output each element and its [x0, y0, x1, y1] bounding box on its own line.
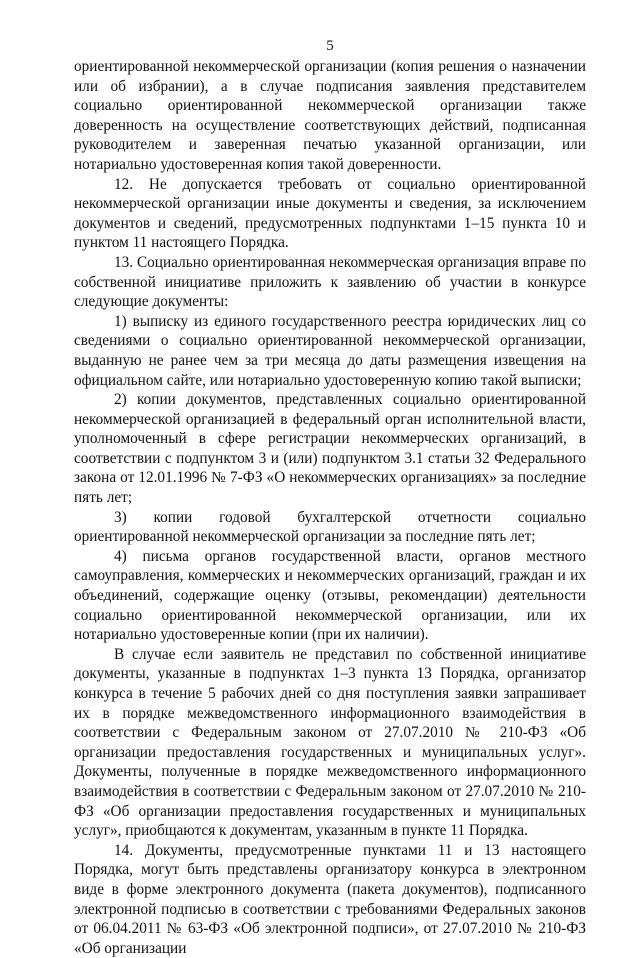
subitem-13-3: 3) копии годовой бухгалтерской отчетности социально ориентированной некоммерческой организации за последние пять лет; — [74, 508, 586, 546]
subitem-13-2: 2) копии документов, представленных социально ориентированной некоммерческой организацией в федеральный орган исполнительной власти, уполномоченный в сфере регистрации некоммерческих организаций, в соответствии с подпунктом 3 и (или) подпунктом 3.1 статьи 32 Федерального закона от 12.01.1996 № 7-ФЗ «О некоммерческих организациях» за последние пять лет; — [74, 391, 586, 507]
paragraph-item-12: 12. Не допускается требовать от социально ориентированной некоммерческой организации иные документы и сведения, за исключением документов и сведений, предусмотренных подпунктами 1–15 пункта 10 и пунктом 11 настоящего Порядка. — [74, 175, 586, 252]
paragraph-interagency-request: В случае если заявитель не представил по собственной инициативе документы, указанные в подпунктах 1–3 пункта 13 Порядка, организатор конкурса в течение 5 рабочих дней со дня поступления заявки запрашивает их в порядке межведомственного информационного взаимодействия в соответствии с Федеральным законом от 27.07.2010 № 210-ФЗ «Об организации предоставления государственных и муниципальных услуг». Документы, полученные в порядке межведомственного информационного взаимодействия в соответствии с Федеральным законом от 27.07.2010 № 210-ФЗ «Об организации предоставления государственных и муниципальных услуг», приобщаются к документам, указанным в пункте 11 Порядка. — [74, 645, 586, 840]
paragraph-item-14: 14. Документы, предусмотренные пунктами 11 и 13 настоящего Порядка, могут быть представлены организатору конкурса в электронном виде в форме электронного документа (пакета документов), подписанного электронной подписью в соответствии с требованиями Федеральных законов от 06.04.2011 № 63-ФЗ «Об электронной подписи», от 27.07.2010 № 210-ФЗ «Об организации — [74, 841, 586, 957]
paragraph-continuation: ориентированной некоммерческой организации (копия решения о назначении или об избрании), а в случае подписания заявления представителем социально ориентированной некоммерческой организации также доверенность на осуществление соответствующих действий, подписанная руководителем и заверенная печатью указанной организации, или нотариально удостоверенная копия такой доверенности. — [74, 58, 586, 173]
subitem-13-1: 1) выписку из единого государственного реестра юридических лиц со сведениями о социально ориентированной некоммерческой организации, выданную не ранее чем за три месяца до даты размещения извещения на официальном сайте, или нотариально удостоверенную копию такой выписки; — [74, 312, 586, 389]
subitem-13-4: 4) письма органов государственной власти, органов местного самоуправления, коммерческих и некоммерческих организаций, граждан и их объединений, содержащие оценку (отзывы, рекомендации) деятельности социально ориентированной некоммерческой организации, или их нотариально удостоверенные копии (при их наличии). — [74, 547, 586, 644]
paragraph-item-13: 13. Социально ориентированная некоммерческая организация вправе по собственной инициативе приложить к заявлению об участии в конкурсе следующие документы: — [74, 253, 586, 311]
page-number: 5 — [326, 38, 334, 54]
